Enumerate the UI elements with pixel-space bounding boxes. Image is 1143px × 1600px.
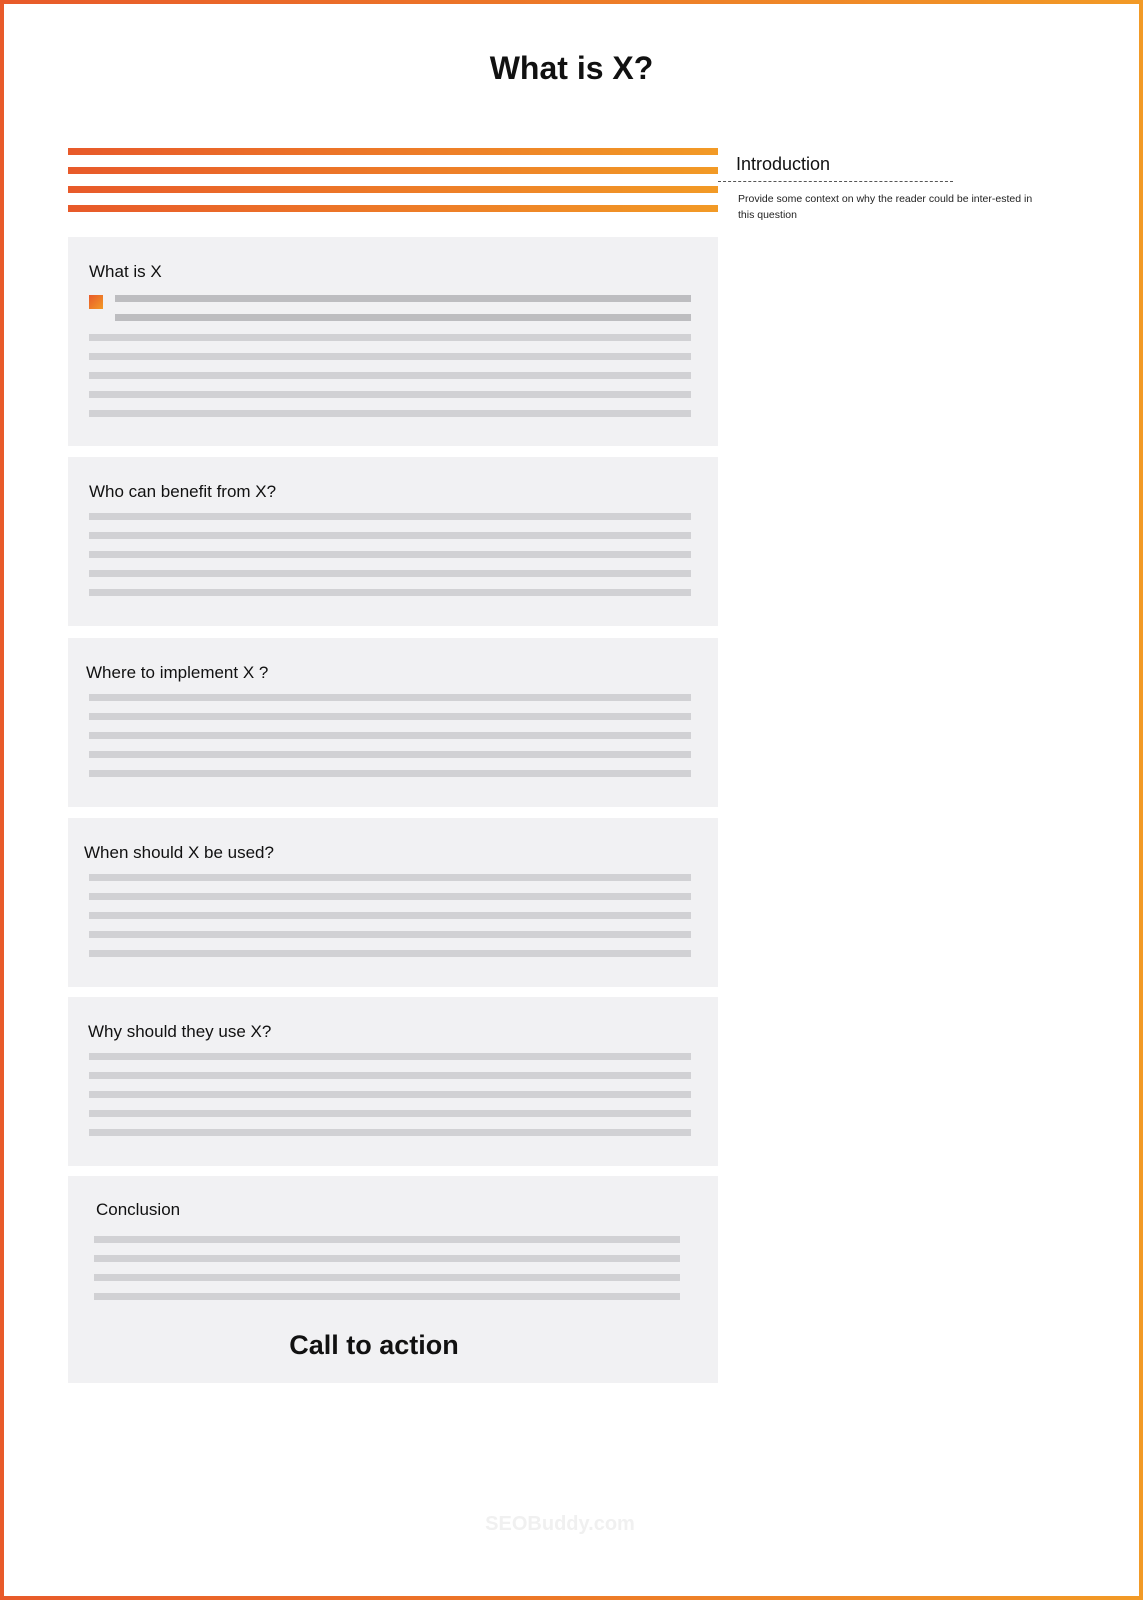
text-placeholder-bar	[89, 950, 691, 957]
text-placeholder-bar	[89, 1129, 691, 1136]
call-to-action: Call to action	[289, 1330, 459, 1360]
text-placeholder-bar	[89, 589, 691, 596]
section-heading: Who can benefit from X?	[89, 482, 277, 501]
text-placeholder-bar	[89, 713, 691, 720]
intro-stripe	[68, 186, 718, 193]
text-placeholder-bar	[89, 391, 691, 398]
text-placeholder-bar	[94, 1255, 680, 1262]
text-placeholder-bar	[89, 874, 691, 881]
text-placeholder-bar	[115, 314, 691, 321]
watermark-logo: SEOBuddy.com	[485, 1513, 635, 1535]
intro-connector	[718, 181, 953, 182]
text-placeholder-bar	[89, 353, 691, 360]
section-heading: Conclusion	[96, 1200, 181, 1219]
section-who-can-benefit	[68, 457, 718, 626]
text-placeholder-bar	[89, 372, 691, 379]
text-placeholder-bar	[89, 334, 691, 341]
section-what-is-x	[68, 237, 718, 446]
text-placeholder-bar	[89, 893, 691, 900]
text-placeholder-bar	[89, 931, 691, 938]
text-placeholder-bar	[89, 770, 691, 777]
section-conclusion	[68, 1176, 718, 1383]
section-heading: Where to implement X ?	[86, 663, 269, 682]
text-placeholder-bar	[94, 1293, 680, 1300]
page-title: What is X?	[489, 50, 654, 86]
section-heading: When should X be used?	[84, 843, 274, 862]
text-placeholder-bar	[89, 410, 691, 417]
intro-text: Provide some context on why the reader could be inter-ested in this question	[738, 193, 1033, 221]
text-placeholder-bar	[89, 570, 691, 577]
intro-stripe	[68, 148, 718, 155]
intro-stripe	[68, 205, 718, 212]
section-heading: What is X	[89, 262, 162, 281]
text-placeholder-bar	[89, 532, 691, 539]
text-placeholder-bar	[89, 732, 691, 739]
text-placeholder-bar	[89, 1091, 691, 1098]
section-when-to-use	[68, 818, 718, 987]
section-where-to-implement	[68, 638, 718, 807]
text-placeholder-bar	[89, 751, 691, 758]
text-placeholder-bar	[89, 1053, 691, 1060]
text-placeholder-bar	[89, 694, 691, 701]
text-placeholder-bar	[94, 1236, 680, 1243]
text-placeholder-bar	[89, 551, 691, 558]
text-placeholder-bar	[89, 912, 691, 919]
text-placeholder-bar	[89, 1072, 691, 1079]
text-placeholder-bar	[94, 1274, 680, 1281]
intro-heading: Introduction	[736, 154, 831, 174]
text-placeholder-bar	[89, 513, 691, 520]
bullet-marker-icon	[89, 295, 103, 309]
intro-stripe	[68, 167, 718, 174]
text-placeholder-bar	[115, 295, 691, 302]
text-placeholder-bar	[89, 1110, 691, 1117]
section-why-use	[68, 997, 718, 1166]
section-heading: Why should they use X?	[88, 1022, 272, 1041]
